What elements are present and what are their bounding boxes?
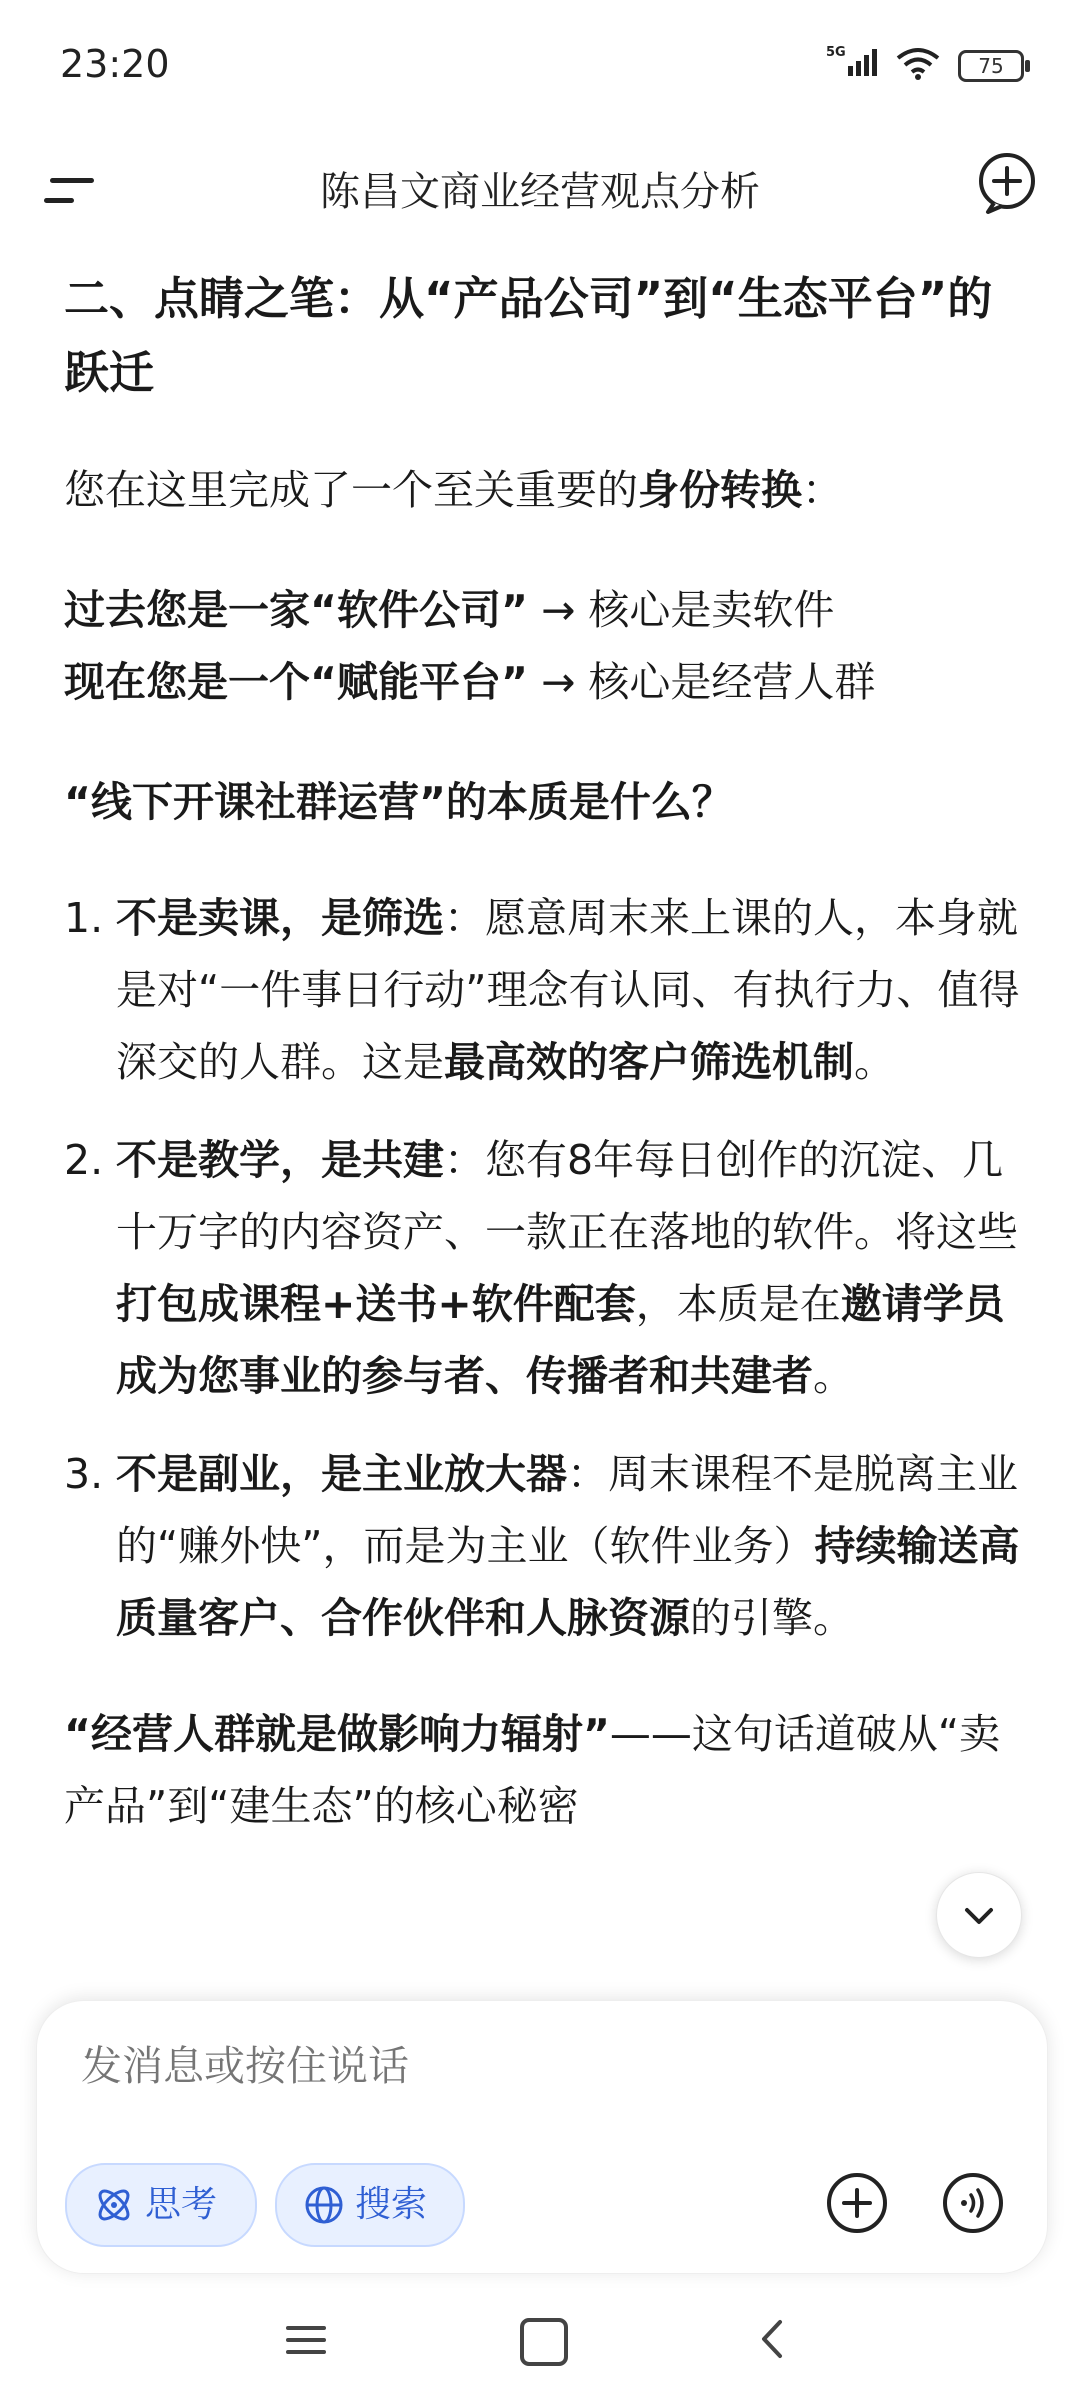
intro-text: 您在这里完成了一个至关重要的 bbox=[64, 466, 638, 514]
back-icon[interactable] bbox=[752, 2314, 792, 2364]
list-item bbox=[64, 1438, 1024, 1654]
list-number: 2. bbox=[64, 1136, 104, 1184]
search-button[interactable] bbox=[275, 2163, 465, 2247]
item-bold: 最高效的客户筛选机制 bbox=[444, 1038, 854, 1086]
compare-rest: → 核心是经营人群 bbox=[527, 658, 876, 706]
item-bold: 邀请学员成为您事业的参与者、传播者和共建者 bbox=[116, 1280, 1005, 1400]
section-heading: 二、点睛之笔：从“产品公司”到“生态平台”的跃迁 bbox=[64, 272, 993, 399]
item-lead: 不是卖课，是筛选 bbox=[116, 894, 444, 942]
item-text: 。 bbox=[854, 1038, 895, 1086]
compare-bold: 过去您是一家“软件公司” bbox=[64, 586, 528, 634]
item-bold: 持续输送高质量客户、合作伙伴和人脉资源 bbox=[116, 1522, 1020, 1642]
message-input[interactable] bbox=[79, 2041, 963, 2091]
item-text: ：愿意周末来上课的人，本身就是对“一件事日行动”理念有认同、有执行力、值得深交的人群。这是 bbox=[116, 894, 1020, 1086]
list-number: 3. bbox=[64, 1450, 104, 1498]
item-lead: 不是副业，是主业放大器 bbox=[116, 1450, 567, 1498]
chevron-down-icon bbox=[937, 1873, 1021, 1957]
question-text: “线下开课社群运营”的本质是什么？ bbox=[64, 778, 733, 826]
intro-paragraph bbox=[64, 454, 1024, 526]
battery-icon: 75 bbox=[958, 50, 1024, 82]
new-chat-icon[interactable] bbox=[972, 148, 1042, 218]
item-text: ：周末课程不是脱离主业的“赚外快”，而是为主业（软件业务） bbox=[116, 1450, 1018, 1570]
compare-line bbox=[64, 574, 1024, 646]
numbered-list bbox=[64, 882, 1024, 1654]
system-nav-bar bbox=[0, 2290, 1080, 2400]
compare-line bbox=[64, 646, 1024, 718]
compare-bold: 现在您是一个“赋能平台” bbox=[64, 658, 528, 706]
closing-paragraph bbox=[64, 1698, 1024, 1842]
item-lead: 不是教学，是共建 bbox=[116, 1136, 444, 1184]
status-bar bbox=[0, 0, 1080, 130]
network-label: 5G bbox=[826, 45, 846, 60]
question-heading bbox=[64, 766, 1024, 838]
list-number: 1. bbox=[64, 894, 104, 942]
search-label: 搜索 bbox=[355, 2184, 428, 2225]
item-bold: 打包成课程+送书+软件配套 bbox=[116, 1280, 636, 1328]
scroll-down-button[interactable] bbox=[936, 1872, 1022, 1958]
compare-rest: → 核心是卖软件 bbox=[527, 586, 835, 634]
intro-end: ： bbox=[802, 466, 843, 514]
message-composer bbox=[36, 2000, 1048, 2274]
assistant-message bbox=[64, 262, 1024, 1982]
intro-bold: 身份转换 bbox=[638, 466, 802, 514]
globe-icon bbox=[303, 2184, 345, 2226]
voice-wave-icon[interactable] bbox=[933, 2163, 1013, 2243]
closing-text: ——这句话道破从“卖产品”到“建生态”的核心秘密 bbox=[64, 1710, 1001, 1830]
closing-bold: “经营人群就是做影响力辐射” bbox=[64, 1710, 610, 1758]
think-label: 思考 bbox=[145, 2184, 218, 2225]
recent-apps-icon[interactable] bbox=[284, 2318, 328, 2362]
cellular-signal-icon bbox=[826, 44, 884, 78]
item-text: 的引擎。 bbox=[690, 1594, 854, 1642]
status-time: 23:20 bbox=[60, 42, 170, 86]
item-text: ：您有8年每日创作的沉淀、几十万字的内容资产、一款正在落地的软件。将这些 bbox=[116, 1136, 1018, 1256]
think-button[interactable] bbox=[65, 2163, 257, 2247]
home-icon[interactable] bbox=[520, 2318, 568, 2366]
item-text: ，本质是在 bbox=[635, 1280, 841, 1328]
plus-circle-icon[interactable] bbox=[817, 2163, 897, 2243]
item-text: 。 bbox=[813, 1352, 854, 1400]
atom-icon bbox=[93, 2184, 135, 2226]
page-title: 陈昌文商业经营观点分析 bbox=[320, 169, 760, 215]
wifi-icon bbox=[896, 46, 940, 80]
chat-header bbox=[0, 130, 1080, 250]
list-item bbox=[64, 1124, 1024, 1412]
list-item bbox=[64, 882, 1024, 1098]
